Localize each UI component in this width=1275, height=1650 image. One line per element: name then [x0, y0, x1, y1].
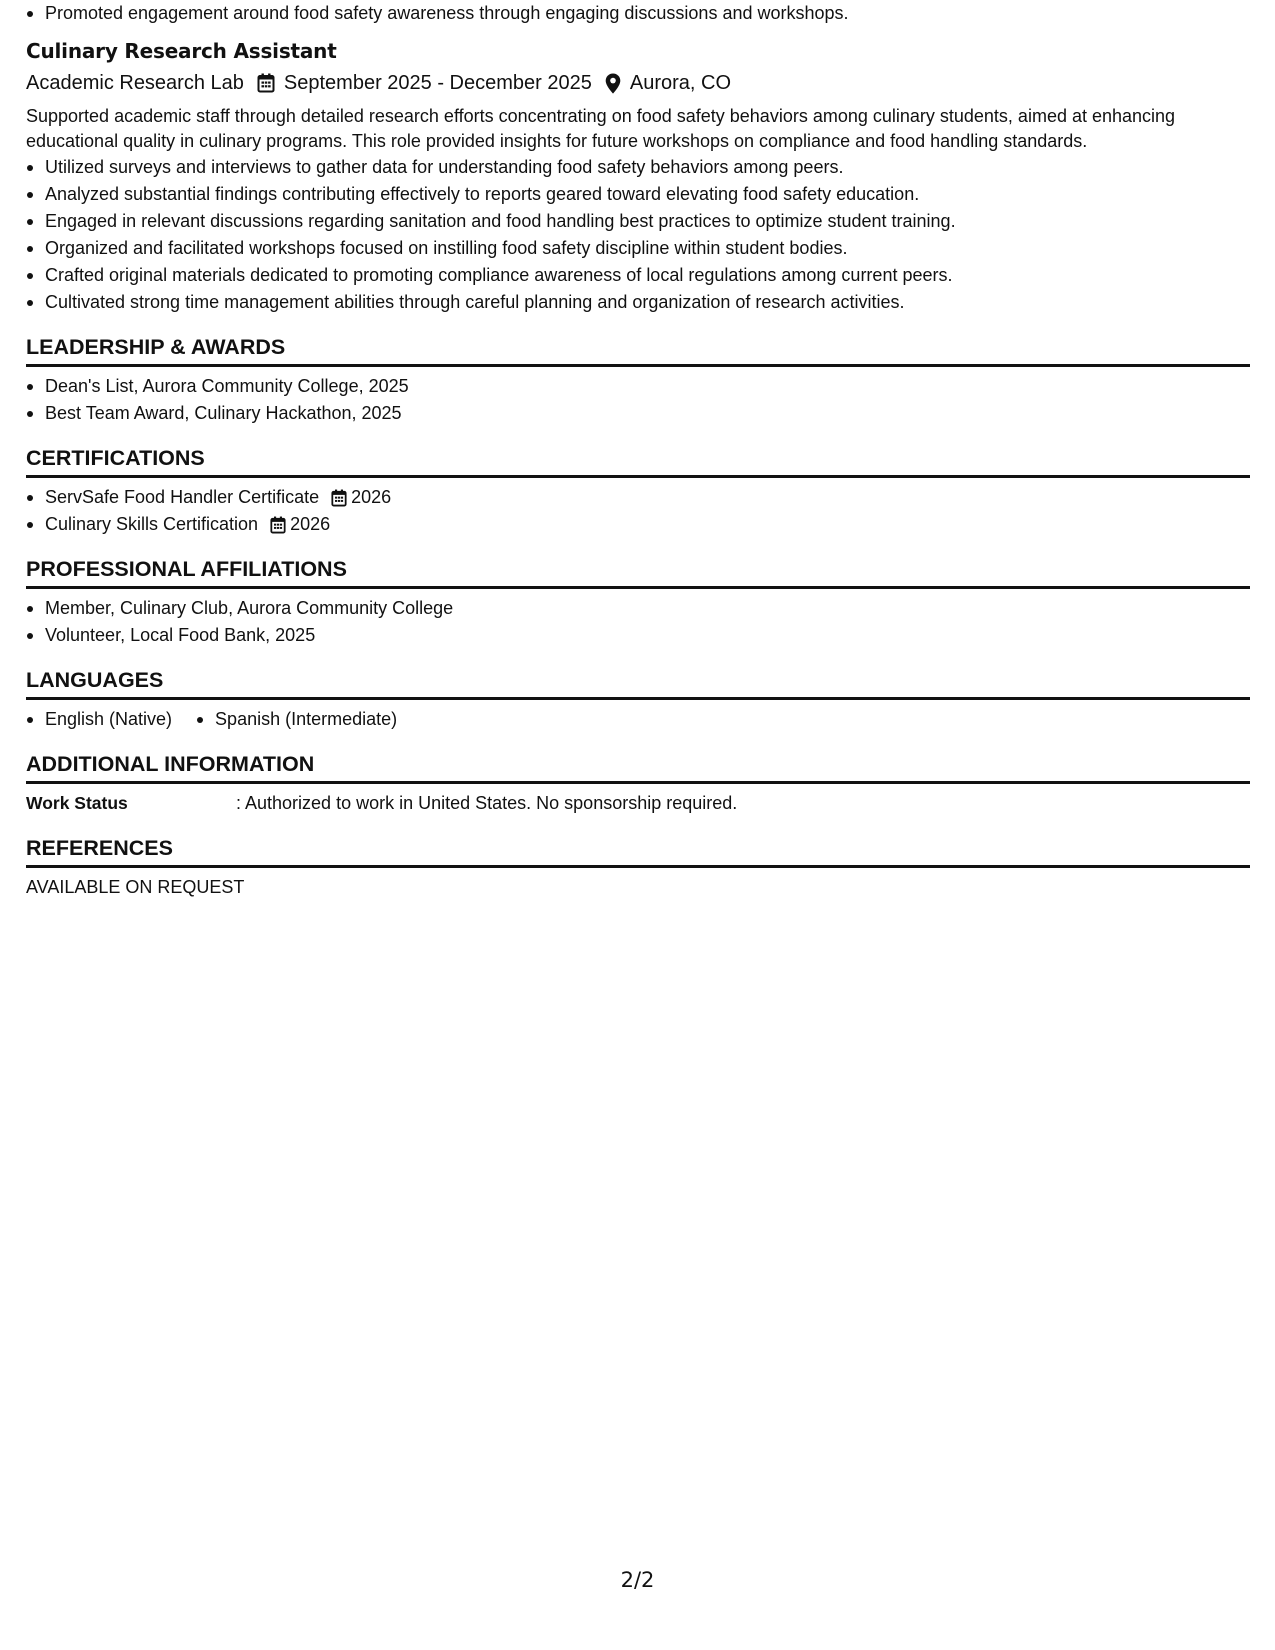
job-dates: September 2025 - December 2025 [283, 72, 592, 94]
section-divider [26, 586, 1250, 589]
section-heading: CERTIFICATIONS [26, 446, 205, 470]
affiliations-section [26, 555, 1250, 649]
job-meta [26, 68, 1250, 98]
section-divider [26, 865, 1250, 868]
list-item: Cultivated strong time management abilities through careful planning and organization of research activities. [26, 289, 1250, 316]
leadership-section [26, 333, 1250, 427]
languages-list [26, 706, 1250, 733]
list-item: Best Team Award, Culinary Hackathon, 2025 [26, 400, 1250, 427]
references-text: AVAILABLE ON REQUEST [26, 877, 245, 897]
section-divider [26, 475, 1250, 478]
certifications-section [26, 444, 1250, 538]
list-item: Utilized surveys and interviews to gather data for understanding food safety behaviors among peers. [26, 154, 1250, 181]
section-heading: LEADERSHIP & AWARDS [26, 335, 286, 359]
job-location: Aurora, CO [629, 72, 732, 94]
language-item: English (Native) [26, 706, 172, 733]
page-number: 2/2 [620, 1568, 655, 1592]
additional-info-section [26, 750, 1250, 817]
section-heading: LANGUAGES [26, 668, 164, 692]
list-item [26, 484, 1250, 511]
calendar-icon [331, 489, 347, 507]
section-divider [26, 364, 1250, 367]
list-item: Organized and facilitated workshops focused on instilling food safety discipline within student bodies. [26, 235, 1250, 262]
map-pin-icon [605, 73, 621, 94]
list-item [26, 511, 1250, 538]
list-item: Promoted engagement around food safety awareness through engaging discussions and workshops. [26, 0, 1250, 27]
job-description: Supported academic staff through detailed research efforts concentrating on food safety behaviors among culinary students, aimed at enhancing educational quality in culinary programs. This role provided insights for future workshops on compliance and food handling standards. [26, 106, 1176, 151]
list-item: Analyzed substantial findings contributing effectively to reports geared toward elevating food safety education. [26, 181, 1250, 208]
list-item: Member, Culinary Club, Aurora Community College [26, 595, 1250, 622]
job-organization: Academic Research Lab [26, 72, 244, 94]
language-item: Spanish (Intermediate) [196, 706, 397, 733]
previous-job-bullets [26, 0, 1250, 27]
section-heading: ADDITIONAL INFORMATION [26, 752, 315, 776]
resume-page [26, 0, 1250, 901]
certification-name: Culinary Skills Certification [45, 514, 259, 534]
references-section [26, 834, 1250, 901]
job-title: Culinary Research Assistant [26, 39, 337, 63]
affiliations-list [26, 595, 1250, 649]
list-item: Crafted original materials dedicated to promoting compliance awareness of local regulations among current peers. [26, 262, 1250, 289]
certifications-list [26, 484, 1250, 538]
leadership-list [26, 373, 1250, 427]
section-divider [26, 781, 1250, 784]
certification-year: 2026 [351, 487, 392, 507]
work-status-row [26, 790, 1250, 817]
list-item: Volunteer, Local Food Bank, 2025 [26, 622, 1250, 649]
certification-year: 2026 [290, 514, 331, 534]
list-item: Engaged in relevant discussions regarding sanitation and food handling best practices to optimize student training. [26, 208, 1250, 235]
work-status-value: : Authorized to work in United States. No sponsorship required. [236, 793, 738, 813]
job-entry [26, 37, 1250, 316]
section-heading: REFERENCES [26, 836, 173, 860]
list-item: Dean's List, Aurora Community College, 2025 [26, 373, 1250, 400]
job-bullets [26, 154, 1250, 316]
work-status-label: Work Status [26, 793, 128, 813]
section-heading: PROFESSIONAL AFFILIATIONS [26, 557, 347, 581]
section-divider [26, 697, 1250, 700]
certification-name: ServSafe Food Handler Certificate [45, 487, 320, 507]
calendar-icon [270, 516, 286, 534]
languages-section [26, 666, 1250, 733]
calendar-icon [257, 73, 275, 93]
